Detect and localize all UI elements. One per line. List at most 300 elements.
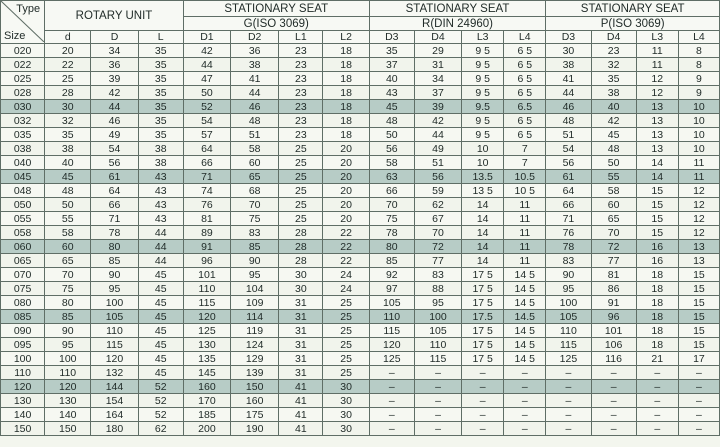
table-cell: 144 [91,380,138,394]
table-cell: 35 [138,44,183,58]
size-cell: 150 [1,422,45,436]
table-cell: 56 [546,156,591,170]
table-cell: – [369,408,414,422]
size-cell: 028 [1,86,45,100]
table-cell: – [678,366,719,380]
table-cell: 36 [231,44,279,58]
table-cell: 119 [231,324,279,338]
table-cell: – [414,408,461,422]
table-cell: 28 [279,254,323,268]
table-cell: – [546,380,591,394]
table-cell: 36 [91,58,138,72]
table-cell: 25 [279,184,323,198]
table-row [1,226,720,240]
table-cell: 120 [45,380,91,394]
table-cell: 23 [279,44,323,58]
table-cell: 9 5 [462,44,504,58]
table-cell: 38 [138,156,183,170]
table-cell: 13 [636,114,678,128]
table-cell: 71 [91,212,138,226]
table-cell: 44 [231,86,279,100]
table-cell: 58 [45,226,91,240]
table-cell: – [678,422,719,436]
size-cell: 048 [1,184,45,198]
table-row [1,352,720,366]
table-cell: 11 [678,170,719,184]
size-cell: 058 [1,226,45,240]
table-cell: 48 [546,114,591,128]
table-cell: 23 [279,86,323,100]
table-row [1,254,720,268]
table-cell: 95 [546,282,591,296]
column-header: L [138,31,183,44]
table-cell: 52 [138,380,183,394]
table-cell: 37 [414,86,461,100]
table-cell: 38 [231,58,279,72]
table-cell: 10 [462,142,504,156]
table-cell: 52 [183,100,230,114]
table-cell: 10 [678,128,719,142]
stationary-seat-g-title: STATIONARY SEAT [183,1,369,17]
table-cell: 9 5 [462,86,504,100]
table-cell: 13 [636,142,678,156]
table-cell: 35 [138,114,183,128]
table-cell: 15 [678,282,719,296]
table-cell: 45 [591,128,636,142]
type-label: Type [16,3,41,15]
table-cell: 30 [279,268,323,282]
table-cell: 23 [279,58,323,72]
size-cell: 110 [1,366,45,380]
table-row [1,282,720,296]
table-cell: 78 [91,226,138,240]
table-cell: 48 [369,114,414,128]
table-cell: – [414,366,461,380]
table-cell: – [414,380,461,394]
table-cell: 13 [678,240,719,254]
table-cell: 44 [138,254,183,268]
table-cell: 20 [323,212,369,226]
table-cell: 61 [91,170,138,184]
table-cell: 30 [323,422,369,436]
table-cell: 15 [636,184,678,198]
table-cell: 14 5 [504,324,546,338]
table-cell: 89 [183,226,230,240]
table-cell: 9 [678,72,719,86]
table-cell: 46 [231,100,279,114]
table-cell: 110 [91,324,138,338]
table-row [1,380,720,394]
table-cell: – [462,422,504,436]
table-cell: – [636,422,678,436]
table-cell: 20 [323,198,369,212]
table-cell: – [369,380,414,394]
table-cell: 17 5 [462,324,504,338]
table-cell: 42 [414,114,461,128]
table-cell: 10 [678,100,719,114]
table-cell: 160 [231,394,279,408]
table-cell: 17.5 [462,310,504,324]
table-cell: 6 5 [504,114,546,128]
table-cell: 6 5 [504,58,546,72]
table-cell: – [546,408,591,422]
table-cell: 9 [678,86,719,100]
table-cell: 14 5 [504,338,546,352]
table-cell: 35 [138,100,183,114]
table-cell: 25 [45,72,91,86]
table-cell: 25 [323,310,369,324]
table-cell: 30 [323,394,369,408]
table-cell: 97 [369,282,414,296]
table-cell: – [369,394,414,408]
table-cell: 95 [45,338,91,352]
table-cell: 58 [231,142,279,156]
size-cell: 065 [1,254,45,268]
table-cell: 31 [279,352,323,366]
size-cell: 100 [1,352,45,366]
table-cell: 85 [45,310,91,324]
table-cell: 190 [231,422,279,436]
table-cell: 45 [138,282,183,296]
table-cell: 45 [138,296,183,310]
table-cell: – [591,408,636,422]
table-cell: 20 [45,44,91,58]
table-cell: 154 [91,394,138,408]
table-cell: 25 [279,170,323,184]
table-cell: 13.5 [462,170,504,184]
table-cell: 45 [369,100,414,114]
table-cell: 30 [279,282,323,296]
table-cell: 43 [138,198,183,212]
standard-p-iso3069: P(ISO 3069) [546,17,720,31]
table-cell: 14 [636,170,678,184]
table-cell: 6 5 [504,72,546,86]
table-cell: 125 [546,352,591,366]
table-row [1,198,720,212]
table-cell: 35 [138,72,183,86]
table-cell: 115 [369,324,414,338]
table-cell: 18 [323,86,369,100]
table-cell: 60 [591,198,636,212]
table-cell: 8 [678,58,719,72]
table-cell: 70 [231,198,279,212]
standard-g-iso3069: G(ISO 3069) [183,17,369,31]
table-cell: 31 [414,58,461,72]
table-cell: 76 [183,198,230,212]
table-cell: 64 [546,184,591,198]
table-cell: 164 [91,408,138,422]
table-row [1,310,720,324]
table-cell: 76 [546,226,591,240]
table-cell: 85 [231,240,279,254]
table-cell: 91 [183,240,230,254]
table-cell: 43 [138,184,183,198]
size-cell: 085 [1,310,45,324]
table-cell: 72 [414,240,461,254]
table-cell: 18 [323,128,369,142]
table-cell: 43 [369,86,414,100]
table-cell: 80 [91,240,138,254]
table-cell: 75 [45,282,91,296]
table-cell: 45 [138,310,183,324]
table-cell: 71 [546,212,591,226]
table-row [1,170,720,184]
table-cell: – [462,408,504,422]
table-cell: 11 [504,254,546,268]
table-cell: 44 [183,58,230,72]
table-cell: 55 [591,170,636,184]
table-cell: 90 [546,268,591,282]
table-cell: 25 [279,142,323,156]
table-cell: – [369,366,414,380]
table-cell: 43 [138,212,183,226]
table-cell: 54 [91,142,138,156]
table-cell: 14 5 [504,282,546,296]
table-cell: 50 [591,156,636,170]
table-cell: 63 [369,170,414,184]
table-cell: 11 [504,226,546,240]
table-cell: – [591,380,636,394]
table-cell: 66 [546,198,591,212]
table-cell: 42 [91,86,138,100]
table-cell: 132 [91,366,138,380]
table-cell: 64 [91,184,138,198]
table-cell: – [462,380,504,394]
table-cell: 30 [323,408,369,422]
column-header: L3 [462,31,504,44]
table-row [1,212,720,226]
table-cell: 14.5 [504,310,546,324]
table-cell: 22 [323,226,369,240]
table-cell: 78 [369,226,414,240]
table-row [1,86,720,100]
size-cell: 050 [1,198,45,212]
table-cell: 15 [636,212,678,226]
table-cell: 129 [231,352,279,366]
table-cell: 11 [504,198,546,212]
table-cell: 52 [138,394,183,408]
table-cell: 95 [91,282,138,296]
table-cell: 46 [546,100,591,114]
table-cell: 101 [183,268,230,282]
table-cell: 105 [546,310,591,324]
table-cell: 12 [678,226,719,240]
table-cell: 175 [231,408,279,422]
table-cell: 31 [279,324,323,338]
table-cell: 8 [678,44,719,58]
size-cell: 022 [1,58,45,72]
table-cell: – [636,394,678,408]
table-cell: 41 [231,72,279,86]
table-row [1,338,720,352]
table-cell: 23 [279,128,323,142]
table-cell: 130 [183,338,230,352]
table-cell: 15 [678,338,719,352]
table-row [1,100,720,114]
table-cell: 56 [414,170,461,184]
size-cell: 140 [1,408,45,422]
size-cell: 045 [1,170,45,184]
table-cell: 45 [138,268,183,282]
table-cell: 40 [369,72,414,86]
table-cell: 9 5 [462,114,504,128]
table-cell: 106 [591,338,636,352]
table-cell: 90 [231,254,279,268]
table-cell: 115 [546,338,591,352]
table-cell: – [678,394,719,408]
table-cell: 92 [369,268,414,282]
column-header: D2 [231,31,279,44]
table-cell: 115 [91,338,138,352]
table-cell: 50 [45,198,91,212]
table-cell: 86 [591,282,636,296]
table-cell: – [504,380,546,394]
table-cell: 15 [678,310,719,324]
table-row [1,296,720,310]
table-row [1,114,720,128]
table-cell: 40 [45,156,91,170]
table-cell: 51 [414,156,461,170]
table-cell: 35 [138,58,183,72]
table-cell: 125 [369,352,414,366]
table-cell: 30 [45,100,91,114]
table-cell: 18 [636,338,678,352]
table-cell: 57 [183,128,230,142]
table-cell: 70 [414,226,461,240]
table-row [1,142,720,156]
table-cell: 6 5 [504,128,546,142]
size-cell: 030 [1,100,45,114]
table-cell: 45 [45,170,91,184]
table-cell: 6 5 [504,86,546,100]
column-header: L2 [323,31,369,44]
table-cell: – [678,408,719,422]
table-cell: – [546,366,591,380]
table-cell: 45 [138,366,183,380]
table-row [1,240,720,254]
table-cell: 32 [591,58,636,72]
table-cell: 38 [45,142,91,156]
table-cell: 50 [183,86,230,100]
table-cell: 20 [323,170,369,184]
table-row [1,422,720,436]
column-header: d [45,31,91,44]
table-cell: 116 [591,352,636,366]
table-cell: 110 [546,324,591,338]
table-cell: 67 [414,212,461,226]
table-cell: 38 [546,58,591,72]
type-size-corner-cell [1,1,45,44]
table-cell: 23 [279,100,323,114]
table-cell: 41 [279,422,323,436]
table-cell: 150 [45,422,91,436]
table-cell: 18 [323,100,369,114]
column-header: D4 [591,31,636,44]
table-cell: 18 [636,268,678,282]
table-cell: 25 [323,324,369,338]
table-cell: 14 [462,240,504,254]
table-cell: 140 [45,408,91,422]
table-cell: 7 [504,156,546,170]
table-row [1,72,720,86]
table-cell: 18 [636,296,678,310]
table-cell: 24 [323,268,369,282]
table-cell: 14 5 [504,296,546,310]
table-cell: 110 [414,338,461,352]
table-cell: 31 [279,366,323,380]
table-cell: – [504,422,546,436]
table-cell: 48 [591,142,636,156]
table-cell: 58 [591,184,636,198]
table-cell: 22 [323,240,369,254]
table-cell: 96 [591,310,636,324]
table-cell: 25 [323,338,369,352]
table-cell: 114 [231,310,279,324]
table-cell: 54 [546,142,591,156]
table-cell: 44 [138,226,183,240]
table-cell: – [369,422,414,436]
table-cell: 110 [45,366,91,380]
stationary-seat-r-title: STATIONARY SEAT [369,1,546,17]
table-cell: 47 [183,72,230,86]
table-cell: 34 [414,72,461,86]
table-cell: 29 [414,44,461,58]
size-cell: 020 [1,44,45,58]
table-cell: 13 [678,254,719,268]
table-cell: 9 5 [462,72,504,86]
table-cell: 18 [323,72,369,86]
table-cell: 72 [591,240,636,254]
table-cell: 15 [636,198,678,212]
table-cell: 58 [369,156,414,170]
table-cell: 18 [636,310,678,324]
table-row [1,408,720,422]
table-cell: 45 [138,324,183,338]
table-cell: 30 [323,380,369,394]
table-cell: 23 [591,44,636,58]
table-cell: 28 [45,86,91,100]
table-cell: 13 [636,100,678,114]
table-cell: 14 5 [504,268,546,282]
table-cell: 66 [369,184,414,198]
table-row [1,156,720,170]
table-cell: 17 5 [462,352,504,366]
standard-r-din24960: R(DIN 24960) [369,17,546,31]
table-cell: 20 [323,156,369,170]
table-cell: 41 [279,408,323,422]
table-cell: 52 [138,408,183,422]
table-row [1,268,720,282]
table-cell: 31 [279,296,323,310]
table-cell: – [636,408,678,422]
column-header: D3 [369,31,414,44]
table-cell: 51 [231,128,279,142]
table-cell: 35 [369,44,414,58]
table-cell: 15 [678,296,719,310]
table-cell: 56 [91,156,138,170]
table-cell: – [462,366,504,380]
table-cell: 14 [462,254,504,268]
table-row [1,44,720,58]
table-cell: 44 [414,128,461,142]
table-cell: 90 [45,324,91,338]
table-cell: 135 [183,352,230,366]
table-cell: 61 [546,170,591,184]
table-cell: – [678,380,719,394]
table-cell: 49 [414,142,461,156]
table-cell: 13 [636,128,678,142]
table-cell: 100 [546,296,591,310]
